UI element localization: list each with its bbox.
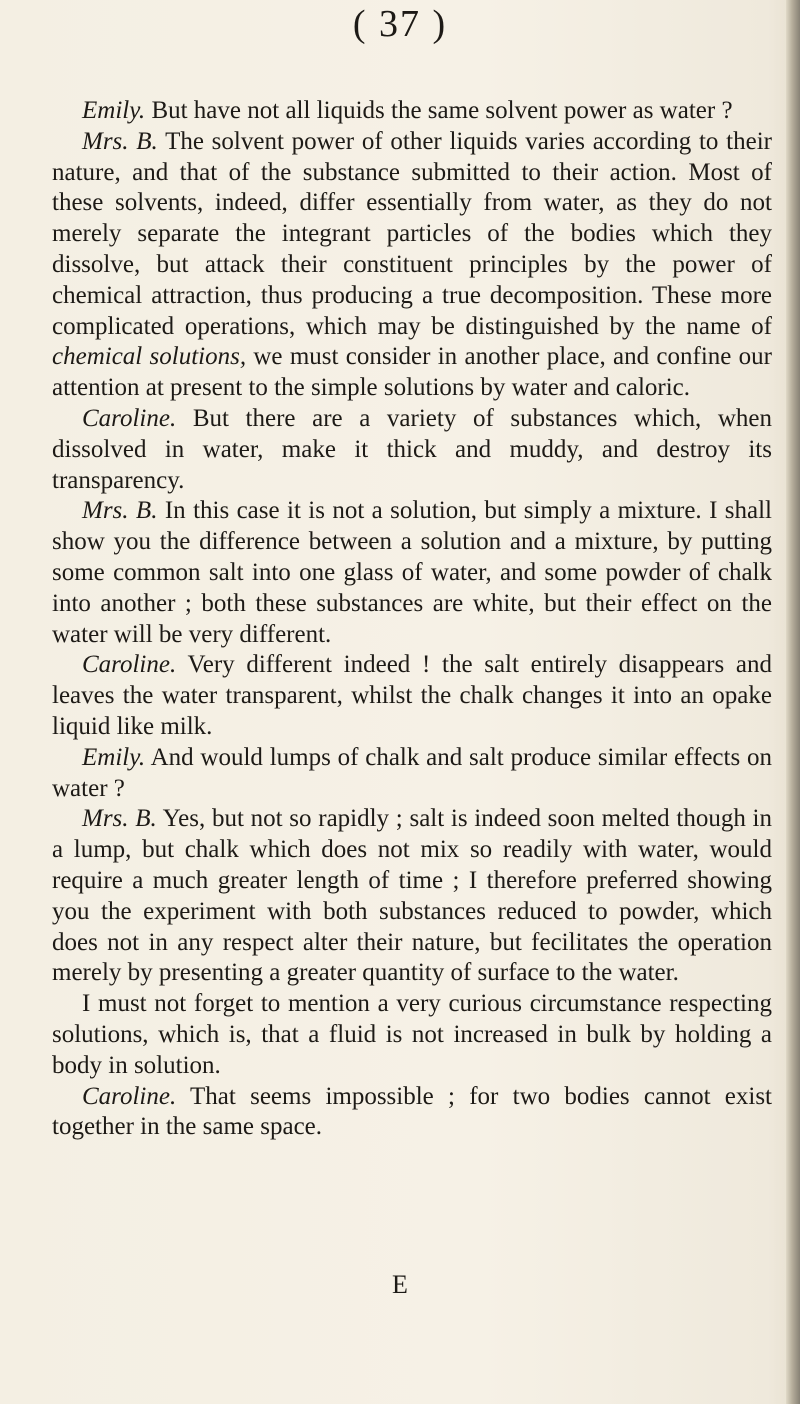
speaker-name: Caroline. [82,404,177,432]
catchword: E [392,1270,408,1299]
italic-term: chemical solutions, [52,343,247,371]
paragraph-text: The solvent power of other liquids varies according to their nature, and that of the substance submitted to their action. Most of these solvents, indeed, differ essentially from water, as they do not merely separate the integrant particles of the bodies which they dissolve, but attack their constituent principles by the power of chemical attraction, thus producing a true decomposition. These more complicated operations, which may be distinguished by the name of [52,127,772,340]
paragraph-emily-2 [52,743,772,805]
speaker-name: Emily. [82,743,146,771]
paragraph-text: Yes, but not so rapidly ; salt is indeed soon melted though in a lump, but chalk which does not mix so readily with water, would require a much greater length of time ; I therefore preferred showing you the experiment with both substances reduced to powder, which does not in any respect alter their nature, but fecilitates the operation merely by presenting a greater quantity of surface to the water. [52,805,772,987]
speaker-name: Caroline. [82,651,177,679]
paragraph-text: But there are a variety of substances which, when dissolved in water, make it thick and muddy, and destroy its transparency. [52,404,772,494]
paragraph-mrs-b-1 [52,127,772,404]
paragraph-emily-1 [52,96,772,127]
paragraph-mrs-b-2 [52,496,772,650]
paragraph-text: I must not forget to mention a very curious circumstance respecting solutions, which is, that a fluid is not increased in bulk by holding a body in solution. [52,990,772,1079]
paragraph-text: Very different indeed ! the salt entirely disappears and leaves the water transparent, whilst the chalk changes it into an opake liquid like milk. [52,651,772,740]
speaker-name: Emily. [82,97,146,124]
page-number: ( 37 ) [352,3,448,45]
page-edge-shadow [786,0,800,1404]
speaker-name: Mrs. B. [82,127,158,155]
paragraph-text: That seems impossible ; for two bodies cannot exist together in the same space. [52,1082,772,1141]
speaker-name: Mrs. B. [82,805,157,833]
paragraph-text: In this case it is not a solution, but simply a mixture. I shall show you the difference between a solution and a mixture, by putting some common salt into one glass of water, and some powder of chalk into another ; both these substances are white, but their effect on the water will be very different. [52,497,772,648]
paragraph-text: we must consider in another place, and confine our attention at present to the simple solutions by water and caloric. [52,343,772,402]
speaker-name: Caroline. [82,1082,177,1110]
body-text [52,96,772,1143]
paragraph-mrs-b-4 [52,989,772,1081]
paragraph-caroline-1 [52,404,772,496]
paragraph-mrs-b-3 [52,804,772,989]
paragraph-text: But have not all liquids the same solvent power as water ? [151,97,733,124]
paragraph-caroline-3 [52,1082,772,1144]
paragraph-text: And would lumps of chalk and salt produce similar effects on water ? [52,743,772,802]
paragraph-caroline-2 [52,650,772,742]
speaker-name: Mrs. B. [82,497,158,525]
